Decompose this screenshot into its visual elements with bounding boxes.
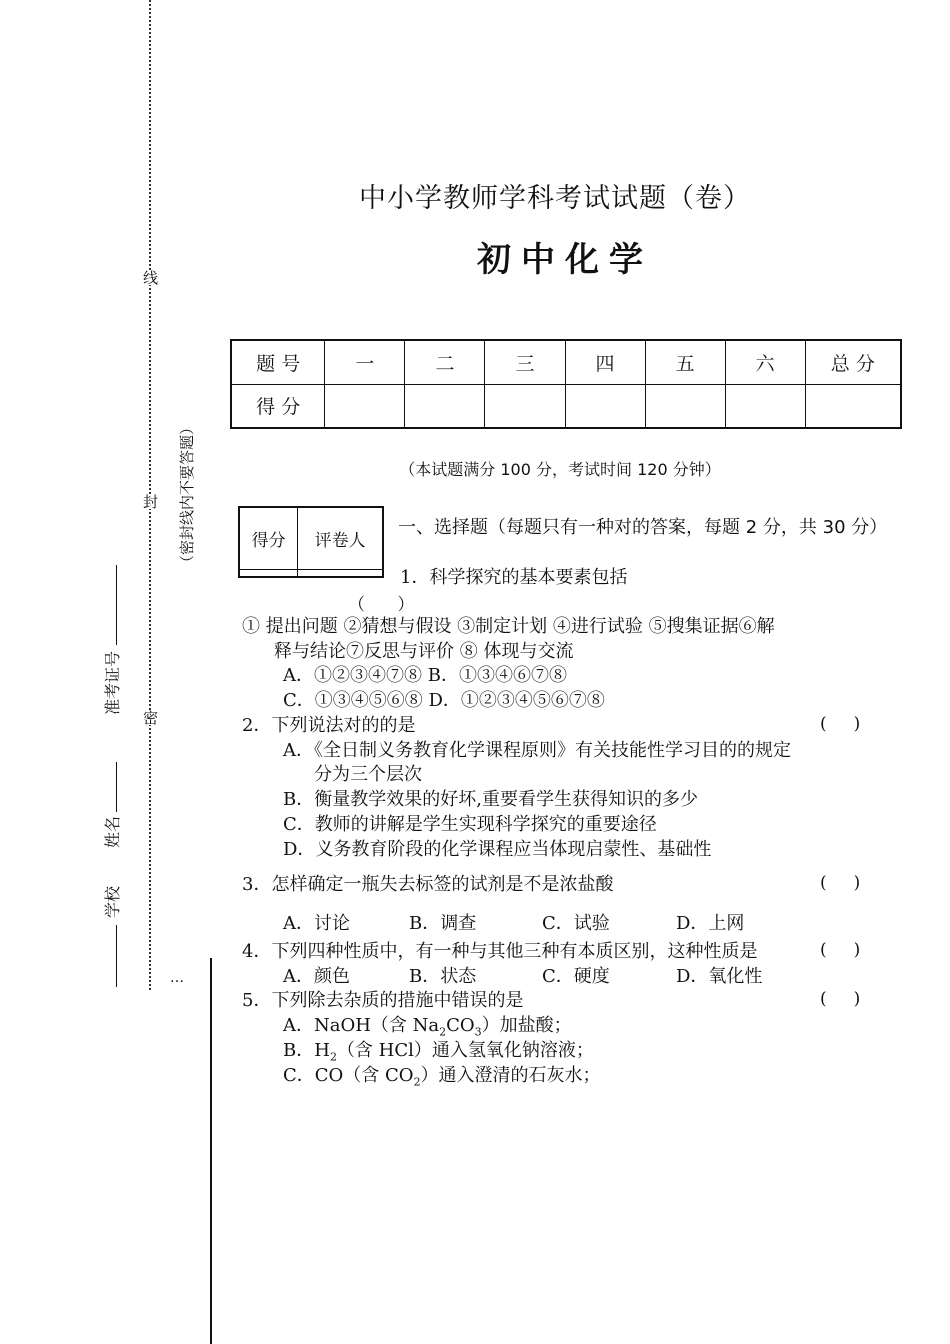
q2-option-c: C．教师的讲解是学生实现科学探究的重要途径 xyxy=(283,814,657,835)
score-input-cell[interactable] xyxy=(645,384,725,428)
score-header-cell: 六 xyxy=(725,340,805,384)
q4-option-c: C．硬度 xyxy=(542,966,610,987)
q4-option-b: B．状态 xyxy=(409,966,477,987)
q3-option-a: A．讨论 xyxy=(283,913,350,934)
q1-options-cd: C．①③④⑤⑥⑧ D．①②③④⑤⑥⑦⑧ xyxy=(283,690,605,711)
q4-option-a: A．颜色 xyxy=(283,966,350,987)
q2-stem: 2．下列说法对的的是 xyxy=(242,715,416,736)
q4-answer-paren[interactable]: ( ) xyxy=(820,940,861,960)
margin-border-line xyxy=(210,958,212,1344)
margin-dots: … xyxy=(170,970,184,986)
score-header-cell: 题 号 xyxy=(231,340,325,384)
zhunkaozheng-label: 准考证号 xyxy=(103,650,122,715)
q2-option-d: D．义务教育阶段的化学课程应当体现启蒙性、基础性 xyxy=(283,839,712,860)
q3-option-c: C．试验 xyxy=(542,913,610,934)
seal-notice: （密封线内不要答题） xyxy=(178,419,196,570)
exam-note: （本试题满分 100 分，考试时间 120 分钟） xyxy=(399,460,721,479)
q1-items-line2: 释与结论⑦反思与评价 ⑧ 体现与交流 xyxy=(274,641,574,662)
q2-option-a-line1: A．《全日制义务教育化学课程原则》有关技能性学习目的的规定 xyxy=(283,740,791,761)
grader-score-cell[interactable] xyxy=(239,569,298,577)
score-input-cell[interactable] xyxy=(805,384,901,428)
q5-option-a: A．NaOH（含 $Na_2CO_3$）加盐酸； xyxy=(283,1015,572,1039)
score-input-cell[interactable] xyxy=(325,384,405,428)
score-header-cell: 四 xyxy=(565,340,645,384)
score-input-cell[interactable] xyxy=(725,384,805,428)
margin-label-feng: 封 xyxy=(141,494,159,509)
score-row-label: 得 分 xyxy=(231,384,325,428)
margin-label-xian: 线 xyxy=(141,270,159,285)
score-table xyxy=(230,339,902,429)
score-input-cell[interactable] xyxy=(485,384,565,428)
q5-option-b: B．$H_2$（含 HCl）通入氢氧化钠溶液； xyxy=(283,1040,594,1064)
score-table-header-row xyxy=(231,340,901,384)
q1-options-ab: A．①②③④⑦⑧ B．①③④⑥⑦⑧ xyxy=(283,665,567,686)
q2-option-b: B．衡量教学效果的好坏,重要看学生获得知识的多少 xyxy=(283,789,698,810)
q2-option-a-line2: 分为三个层次 xyxy=(314,764,422,785)
q3-option-b: B．调查 xyxy=(409,913,477,934)
xingming-blank[interactable] xyxy=(116,762,117,812)
grader-score-label: 得分 xyxy=(239,507,298,569)
score-header-cell: 二 xyxy=(405,340,485,384)
q3-answer-paren[interactable]: ( ) xyxy=(820,873,861,893)
xingming-label: 姓名 xyxy=(103,815,122,848)
zhunkaozheng-blank[interactable] xyxy=(116,565,117,645)
section-heading: 一、选择题（每题只有一种对的答案，每题 2 分，共 30 分） xyxy=(398,517,888,538)
xuexiao-label: 学校 xyxy=(103,885,122,918)
q3-stem: 3．怎样确定一瓶失去标签的试剂是不是浓盐酸 xyxy=(242,874,614,895)
subject-title: 初中化学 xyxy=(477,240,653,280)
exam-title: 中小学教师学科考试试题（卷） xyxy=(359,183,751,214)
q3-option-d: D．上网 xyxy=(676,913,745,934)
q5-answer-paren[interactable]: ( ) xyxy=(820,989,861,1009)
margin-label-mi: 密 xyxy=(141,710,159,725)
score-input-cell[interactable] xyxy=(405,384,485,428)
score-header-cell: 五 xyxy=(645,340,725,384)
grader-table xyxy=(238,506,384,578)
q1-stem: 1．科学探究的基本要素包括 xyxy=(400,567,628,588)
grader-reviewer-cell[interactable] xyxy=(298,569,383,577)
q5-stem: 5．下列除去杂质的措施中错误的是 xyxy=(242,990,524,1011)
score-header-cell: 总 分 xyxy=(805,340,901,384)
score-header-cell: 三 xyxy=(485,340,565,384)
q1-items-line1: ① 提出问题 ②猜想与假设 ③制定计划 ④进行试验 ⑤搜集证据⑥解 xyxy=(242,616,775,637)
q1-answer-paren[interactable]: （ ） xyxy=(348,595,415,615)
xuexiao-blank[interactable] xyxy=(116,925,117,987)
q4-option-d: D．氧化性 xyxy=(676,966,763,987)
score-header-cell: 一 xyxy=(325,340,405,384)
score-input-cell[interactable] xyxy=(565,384,645,428)
q5-option-c: C．CO（含 $CO_2$）通入澄清的石灰水； xyxy=(283,1065,601,1089)
grader-reviewer-label: 评卷人 xyxy=(298,507,383,569)
q2-answer-paren[interactable]: ( ) xyxy=(820,714,861,734)
q4-stem: 4．下列四种性质中，有一种与其他三种有本质区别，这种性质是 xyxy=(242,941,758,962)
score-table-score-row xyxy=(231,384,901,428)
